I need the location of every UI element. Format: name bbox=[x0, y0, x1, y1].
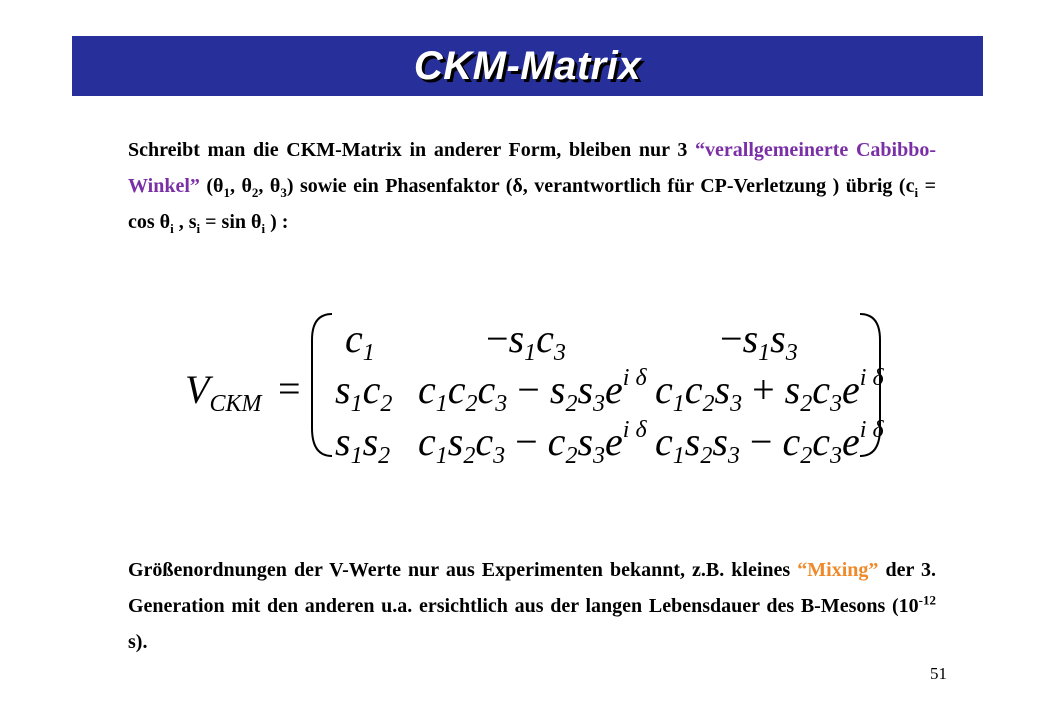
text: , θ bbox=[258, 175, 281, 197]
cabibbo-angles-quote: “verallgemeinerte Cabibbo-Winkel” bbox=[128, 139, 936, 197]
matrix-cell-3-3: $c_1s_2s_3 - c_2c_3e^{i \delta}$ bbox=[655, 417, 884, 469]
matrix-cell-1-1: $c_1$ bbox=[345, 316, 375, 366]
matrix-cell-2-2: $c_1c_2c_3 - s_2s_3e^{i \delta}$ bbox=[418, 365, 647, 417]
text: = sin θ bbox=[200, 211, 262, 233]
text: Schreibt man die CKM-Matrix in anderer Form, bleiben nur 3 bbox=[128, 139, 696, 161]
text: = cos θ bbox=[128, 175, 936, 233]
lhs-subscript: CKM bbox=[209, 391, 262, 417]
mixing-paragraph bbox=[128, 552, 936, 660]
slide-title: CKM-Matrix bbox=[413, 43, 642, 88]
subscript: 1 bbox=[223, 185, 230, 200]
ckm-matrix-equation bbox=[160, 300, 900, 470]
lhs-symbol: $V_{CKM}$ bbox=[185, 367, 262, 417]
text: , s bbox=[173, 211, 197, 233]
equals-sign: = bbox=[278, 366, 301, 411]
page-number: 51 bbox=[930, 664, 947, 683]
matrix-cell-2-3: $c_1c_2s_3 + s_2c_3e^{i \delta}$ bbox=[655, 365, 884, 417]
intro-paragraph bbox=[128, 132, 936, 240]
mixing-quote: “Mixing” bbox=[797, 559, 879, 581]
subscript: i bbox=[261, 221, 266, 236]
exponent: -12 bbox=[918, 592, 936, 608]
matrix-cell-1-2: $-s_1c_3$ bbox=[486, 316, 566, 366]
subscript: 2 bbox=[251, 185, 259, 200]
left-bracket bbox=[312, 314, 332, 456]
matrix-cell-1-3: $-s_1s_3$ bbox=[720, 316, 798, 366]
title-bar bbox=[72, 36, 983, 96]
subscript: i bbox=[196, 221, 201, 236]
subscript: 3 bbox=[280, 185, 287, 200]
subscript: i bbox=[170, 221, 174, 236]
text: der 3. Generation mit den anderen u.a. ersichtlich aus der langen Lebensdauer des B-Mesons (10 bbox=[128, 559, 937, 617]
matrix-cell-3-1: $s_1s_2$ bbox=[335, 419, 391, 469]
text: ) sowie ein Phasenfaktor (δ, verantwortlich für CP-Verletzung ) übrig (c bbox=[286, 175, 915, 197]
text: (θ bbox=[199, 175, 224, 197]
text: ) : bbox=[265, 211, 289, 233]
text: Größenordnungen der V-Werte nur aus Experimenten bekannt, z.B. kleines bbox=[128, 559, 798, 581]
text: s). bbox=[128, 631, 148, 653]
matrix-cell-3-2: $c_1s_2c_3 - c_2s_3e^{i \delta}$ bbox=[418, 417, 647, 469]
text: , θ bbox=[229, 175, 252, 197]
matrix-cell-2-1: $s_1c_2$ bbox=[335, 367, 393, 417]
subscript: i bbox=[914, 185, 919, 200]
